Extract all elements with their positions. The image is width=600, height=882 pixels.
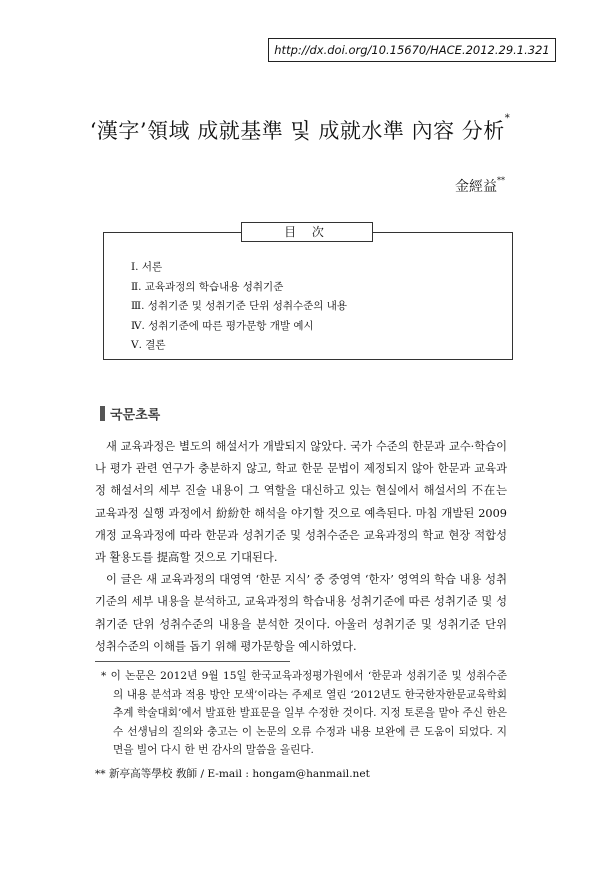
footnotes <box>95 667 507 783</box>
author-name <box>455 176 505 196</box>
paper-title <box>0 115 600 145</box>
toc-item: Ⅴ. 결론 <box>131 339 166 351</box>
toc-item: Ⅳ. 성취기준에 따른 평가문항 개발 예시 <box>131 319 314 332</box>
abstract-heading-text: 국문초록 <box>110 408 161 423</box>
footnote-paper: * 이 논문은 2012년 9월 15일 한국교육과정평가원에서 ‘한문과 성취기준 및 성취수준의 내용 분석과 적용 방안 모색’이라는 주제로 열린 ‘2012년도 한국한자한문교육학회 추계 학술대회’에서 발표한 발표문을 일부 수정한 것이다. 지정 토론을 맡아 주신 한은수 선생님의 질의와 충고는 이 논문의 오류 수정과 내용 보완에 큰 도움이 되었다. 지면을 빌어 다시 한 번 감사의 말씀을 올린다. <box>101 670 507 756</box>
author-footnote-mark: ** <box>497 176 505 185</box>
footnote-author: ** 新亭高等學校 敎師 / E-mail : hongam@hanmail.net <box>95 767 370 780</box>
toc-item: Ⅱ. 교육과정의 학습내용 성취기준 <box>131 280 284 293</box>
toc-list <box>131 258 347 356</box>
heading-bar-icon <box>100 406 105 421</box>
table-of-contents <box>103 225 513 360</box>
toc-heading: 目 次 <box>241 222 373 242</box>
toc-item: Ⅰ. 서론 <box>131 261 163 273</box>
paper-title-text: ‘漢字’領域 成就基準 및 成就水準 內容 分析 <box>89 119 505 143</box>
footnote-divider <box>95 661 290 662</box>
author-name-text: 金經益 <box>455 179 497 195</box>
abstract-paragraph: 새 교육과정은 별도의 해설서가 개발되지 않았다. 국가 수준의 한문과 교수·학습이나 평가 관련 연구가 충분하지 않고, 학교 한문 문법이 제정되지 않아 한문과 교육과정 해설서의 세부 진술 내용이 그 역할을 대신하고 있는 현실에서 해설서의 不在는 교육과정 실행 과정에서 紛紛한 해석을 야기할 것으로 예측된다. 마침 개발된 2009 개정 교육과정에 따라 한문과 성취기준 및 성취수준은 교육과정의 학교 현장 적합성과 활용도를 提高할 것으로 기대된다. <box>95 440 507 565</box>
abstract-section-heading <box>100 404 160 423</box>
abstract-paragraph: 이 글은 새 교육과정의 대영역 ‘한문 지식’ 중 중영역 ‘한자’ 영역의 학습 내용 성취기준의 세부 내용을 분석하고, 교육과정의 학습내용 성취기준에 따른 성취기준 및 성취기준 단위 성취수준의 내용을 분석한 것이다. 아울러 성취기준 및 성취기준 단위 성취수준의 이해를 돕기 위해 평가문항을 예시하였다. <box>95 573 507 653</box>
doi-link[interactable]: http://dx.doi.org/10.15670/HACE.2012.29.1.321 <box>268 38 556 62</box>
toc-item: Ⅲ. 성취기준 및 성취기준 단위 성취수준의 내용 <box>131 300 348 312</box>
title-footnote-mark: * <box>504 113 511 124</box>
abstract-body <box>95 436 507 658</box>
